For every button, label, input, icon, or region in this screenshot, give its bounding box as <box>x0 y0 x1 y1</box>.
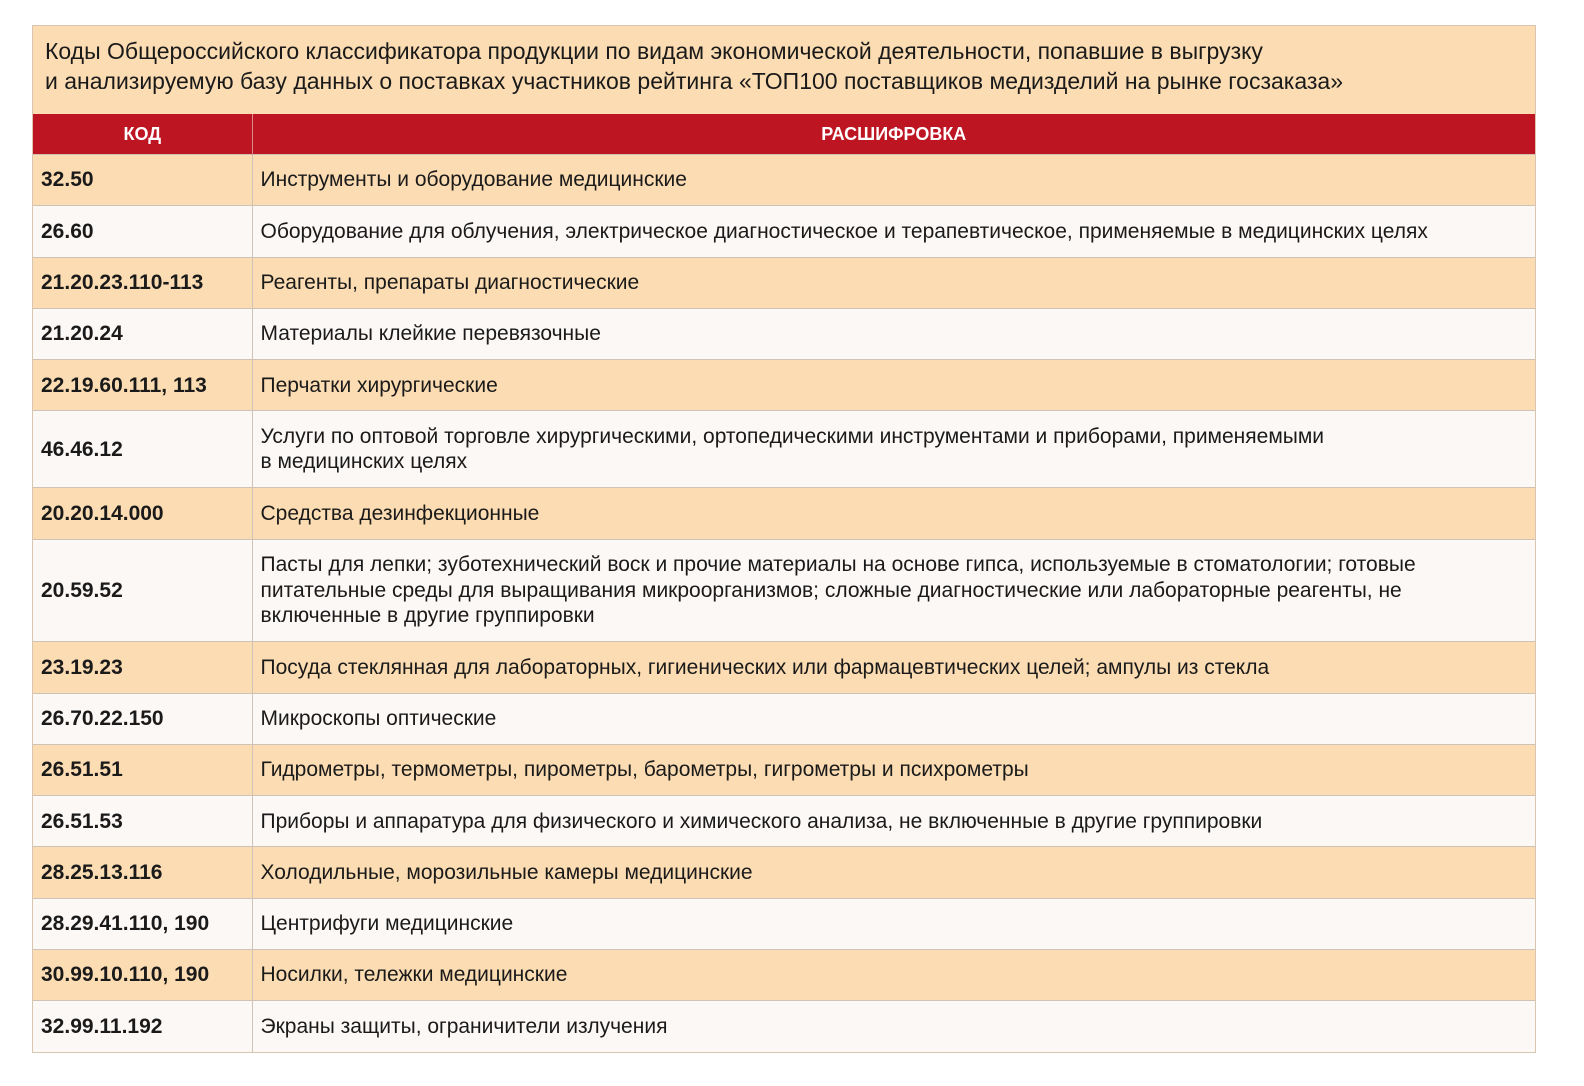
row-code: 46.46.12 <box>33 411 252 488</box>
header-description: РАСШИФРОВКА <box>252 114 1535 155</box>
table-row <box>33 360 1535 411</box>
table-body <box>33 155 1535 1053</box>
row-description: Посуда стеклянная для лабораторных, гигиенических или фармацевтических целей; ампулы из стекла <box>252 642 1535 693</box>
table-row <box>33 847 1535 898</box>
row-code: 22.19.60.111, 113 <box>33 360 252 411</box>
table-row <box>33 898 1535 949</box>
table-header <box>33 114 1535 155</box>
description-line: Пасты для лепки; зуботехнический воск и прочие материалы на основе гипса, используемые в стоматологии; готовые <box>260 553 1416 577</box>
table-row <box>33 257 1535 308</box>
row-description: Экраны защиты, ограничители излучения <box>252 1001 1535 1052</box>
row-code: 26.51.51 <box>33 744 252 795</box>
row-code: 21.20.24 <box>33 308 252 359</box>
row-description: Центрифуги медицинские <box>252 898 1535 949</box>
table-row <box>33 539 1535 642</box>
table-row <box>33 642 1535 693</box>
row-code: 26.70.22.150 <box>33 693 252 744</box>
row-description: Перчатки хирургические <box>252 360 1535 411</box>
table-row <box>33 1001 1535 1052</box>
table-row <box>33 796 1535 847</box>
row-code: 26.51.53 <box>33 796 252 847</box>
row-description: Холодильные, морозильные камеры медицинские <box>252 847 1535 898</box>
title-line-2: и анализируемую базу данных о поставках участников рейтинга «ТОП100 поставщиков медизделий на рынке госзаказа» <box>45 68 1344 94</box>
row-code: 26.60 <box>33 206 252 257</box>
row-description <box>252 411 1535 488</box>
description-line: питательные среды для выращивания микроорганизмов; сложные диагностические или лабораторные реагенты, не <box>260 578 1402 602</box>
row-description: Оборудование для облучения, электрическое диагностическое и терапевтическое, применяемые в медицинских целях <box>252 206 1535 257</box>
table-row <box>33 411 1535 488</box>
description-line: в медицинских целях <box>260 450 468 474</box>
row-code: 20.59.52 <box>33 539 252 642</box>
description-line: Услуги по оптовой торговле хирургическими, ортопедическими инструментами и приборами, применяемыми <box>260 424 1325 448</box>
row-code: 23.19.23 <box>33 642 252 693</box>
description-line: включенные в другие группировки <box>260 604 595 628</box>
row-code: 30.99.10.110, 190 <box>33 950 252 1001</box>
table-row <box>33 206 1535 257</box>
row-description: Инструменты и оборудование медицинские <box>252 155 1535 206</box>
row-description: Микроскопы оптические <box>252 693 1535 744</box>
header-code: КОД <box>33 114 252 155</box>
row-code: 21.20.23.110-113 <box>33 257 252 308</box>
table-row <box>33 950 1535 1001</box>
table-row <box>33 488 1535 539</box>
table-row <box>33 308 1535 359</box>
row-description: Приборы и аппаратура для физического и химического анализа, не включенные в другие группировки <box>252 796 1535 847</box>
title-line-1: Коды Общероссийского классификатора продукции по видам экономической деятельности, попавшие в выгрузку <box>45 38 1263 64</box>
table-row <box>33 744 1535 795</box>
row-code: 20.20.14.000 <box>33 488 252 539</box>
row-description: Материалы клейкие перевязочные <box>252 308 1535 359</box>
row-code: 28.25.13.116 <box>33 847 252 898</box>
row-description <box>252 539 1535 642</box>
codes-table <box>33 114 1535 1052</box>
row-description: Носилки, тележки медицинские <box>252 950 1535 1001</box>
row-description: Средства дезинфекционные <box>252 488 1535 539</box>
document-title <box>33 26 1535 114</box>
row-code: 32.50 <box>33 155 252 206</box>
table-row <box>33 693 1535 744</box>
row-description: Гидрометры, термометры, пирометры, барометры, гигрометры и психрометры <box>252 744 1535 795</box>
table-row <box>33 155 1535 206</box>
codes-document <box>32 25 1536 1053</box>
row-description: Реагенты, препараты диагностические <box>252 257 1535 308</box>
row-code: 32.99.11.192 <box>33 1001 252 1052</box>
row-code: 28.29.41.110, 190 <box>33 898 252 949</box>
